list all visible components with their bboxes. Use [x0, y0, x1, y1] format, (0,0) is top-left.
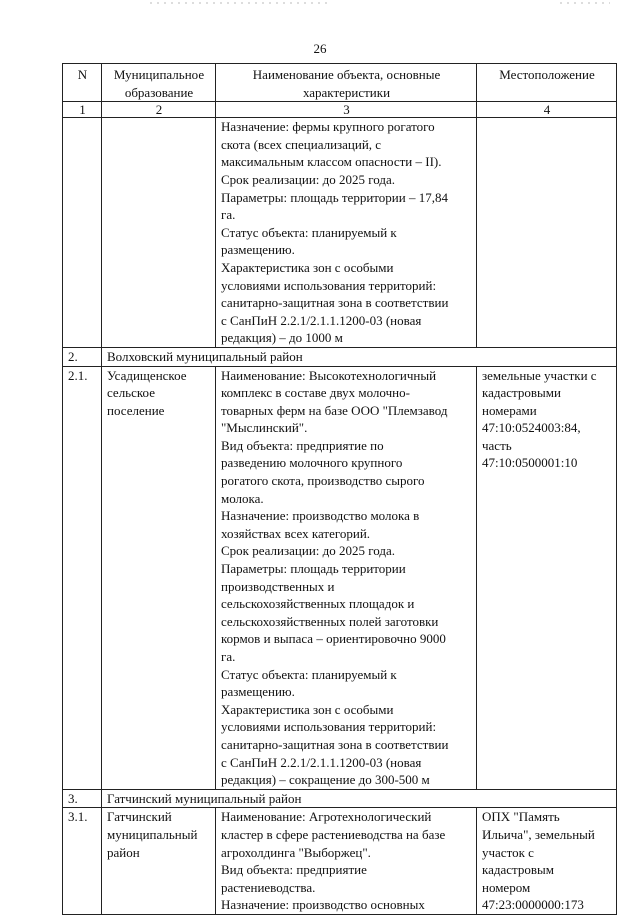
table-header-row [63, 64, 617, 102]
description-line: Характеристика зон с особыми [221, 259, 394, 275]
description-line: разведению молочного крупного [221, 455, 403, 471]
description-line: производственных и [221, 578, 335, 594]
description-line: скота (всех специализаций, с [221, 136, 382, 152]
location-line: ОПХ "Память [482, 809, 560, 825]
description-line: агрохолдинга "Выборжец". [221, 844, 371, 860]
description-line: растениеводства. [221, 879, 316, 895]
location-line: Ильича", земельный [482, 826, 595, 842]
location-line: 47:10:0500001:10 [482, 455, 578, 471]
description-line: Назначение: производство молока в [221, 508, 420, 524]
header-text-line: Муниципальное [113, 67, 205, 82]
header-text-line: характеристики [302, 84, 391, 100]
location-cell [477, 118, 617, 348]
description-line: Параметры: площадь территории [221, 561, 406, 577]
column-number: 3 [216, 102, 477, 118]
objects-table [62, 63, 617, 915]
scan-artifact-line [0, 1, 640, 5]
municipality-line: район [107, 844, 140, 860]
column-number: 1 [63, 102, 102, 118]
description-line: товарных ферм на базе ООО "Племзавод [221, 402, 448, 418]
row-number: 2. [63, 347, 102, 366]
location-line: номером [482, 879, 531, 895]
description-line: Наименование: Агротехнологический [221, 809, 432, 825]
section-title: Волховский муниципальный район [102, 347, 617, 366]
municipality-cell [102, 366, 216, 789]
location-line: земельные участки с [482, 367, 597, 383]
description-line: Характеристика зон с особыми [221, 701, 394, 717]
description-line: Вид объекта: предприятие по [221, 437, 384, 453]
section-row [63, 347, 617, 366]
section-title: Гатчинский муниципальный район [102, 789, 617, 808]
section-row [63, 789, 617, 808]
header-municipality [102, 64, 216, 102]
description-line: Параметры: площадь территории – 17,84 [221, 189, 448, 205]
location-line: часть [482, 437, 512, 453]
description-line: рогатого скота, производство сырого [221, 473, 425, 489]
location-line: 47:10:0524003:84, [482, 420, 581, 436]
description-line: га. [221, 649, 236, 664]
description-line: Наименование: Высокотехнологичный [221, 367, 437, 383]
row-number: 3.1. [63, 808, 102, 915]
row-number: 2.1. [63, 366, 102, 789]
description-line: размещению. [221, 242, 295, 258]
description-cell [216, 366, 477, 789]
location-line: участок с [482, 844, 534, 860]
table-row [63, 808, 617, 915]
municipality-cell [102, 118, 216, 348]
description-line: Статус объекта: планируемый к [221, 666, 397, 682]
header-n: N [63, 64, 102, 102]
header-location: Местоположение [477, 64, 617, 102]
description-line: сельскохозяйственных площадок и [221, 596, 415, 612]
header-text-line: образование [124, 84, 194, 100]
description-line: молока. [221, 490, 264, 506]
municipality-line: Усадищенское [107, 367, 187, 383]
description-line: кормов и выпаса – ориентировочно 9000 [221, 631, 446, 647]
description-line: сельскохозяйственных полей заготовки [221, 613, 439, 629]
municipality-cell [102, 808, 216, 915]
location-line: номерами [482, 402, 537, 418]
description-line: Вид объекта: предприятие [221, 862, 367, 878]
column-number: 2 [102, 102, 216, 118]
description-line: кластер в сфере растениеводства на базе [221, 826, 446, 842]
municipality-line: Гатчинский [107, 809, 172, 825]
municipality-line: поселение [107, 402, 165, 418]
description-line: комплекс в составе двух молочно- [221, 385, 410, 401]
header-text-line: Наименование объекта, основные [252, 67, 441, 82]
row-number: 3. [63, 789, 102, 808]
municipality-line: сельское [107, 385, 155, 401]
description-line: Назначение: производство основных [221, 897, 425, 913]
location-line: кадастровыми [482, 385, 561, 401]
page-number: 26 [313, 41, 327, 56]
table-row [63, 366, 617, 789]
table-row [63, 118, 617, 348]
description-line: размещению. [221, 684, 295, 700]
description-line: максимальным классом опасности – II). [221, 154, 442, 170]
description-line: редакция) – до 1000 м [221, 330, 343, 346]
description-line: Назначение: фермы крупного рогатого [221, 119, 435, 135]
description-line: "Мыслинский". [221, 420, 308, 436]
description-line: Статус объекта: планируемый к [221, 224, 397, 240]
description-line: условиями использования территорий: [221, 719, 437, 735]
location-cell [477, 808, 617, 915]
description-line: редакция) – сокращение до 300-500 м [221, 772, 430, 788]
location-line: кадастровым [482, 862, 554, 878]
description-cell [216, 808, 477, 915]
row-number [63, 118, 102, 348]
header-object [216, 64, 477, 102]
description-line: Срок реализации: до 2025 года. [221, 543, 396, 559]
description-line: Срок реализации: до 2025 года. [221, 171, 396, 187]
municipality-line: муниципальный [107, 826, 198, 842]
table-body [63, 118, 617, 915]
column-number: 4 [477, 102, 617, 118]
description-line: с СанПиН 2.2.1/2.1.1.1200-03 (новая [221, 754, 422, 770]
location-cell [477, 366, 617, 789]
location-line: 47:23:0000000:173 [482, 897, 584, 913]
column-numbers-row [63, 102, 617, 118]
description-line: санитарно-защитная зона в соответствии [221, 295, 449, 311]
description-line: санитарно-защитная зона в соответствии [221, 736, 449, 752]
description-line: хозяйствах всех категорий. [221, 525, 371, 541]
description-cell [216, 118, 477, 348]
description-line: с СанПиН 2.2.1/2.1.1.1200-03 (новая [221, 312, 422, 328]
description-line: га. [221, 207, 236, 223]
description-line: условиями использования территорий: [221, 277, 437, 293]
